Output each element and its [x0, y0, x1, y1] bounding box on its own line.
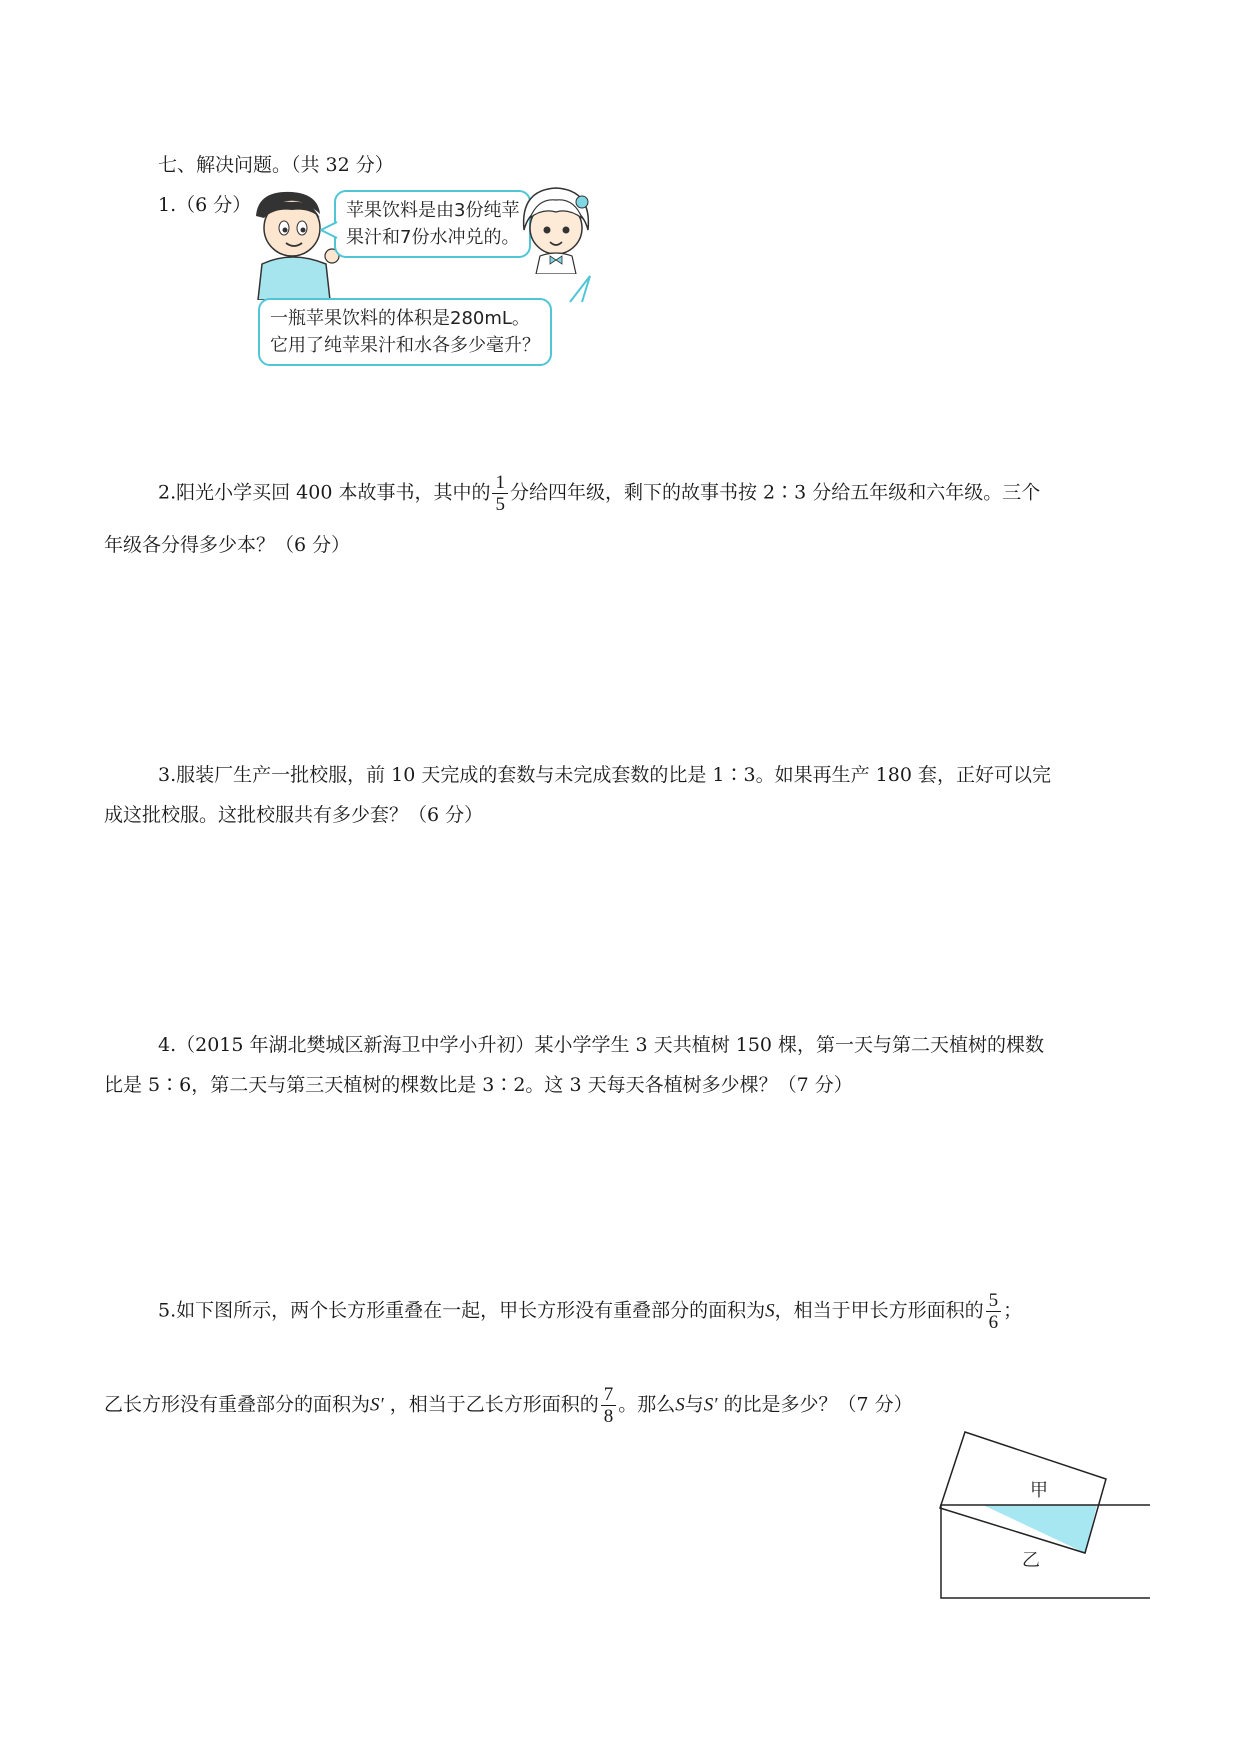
q5-line-2 — [104, 1384, 913, 1427]
q5-variable-s-prime-2: S′ — [703, 1394, 718, 1416]
q5-text-7: 与 — [684, 1393, 704, 1416]
q1-label: 1.（6 分） — [158, 194, 252, 216]
q2-text-2: 分给四年级，剩下的故事书按 2∶3 分给五年级和六年级。三个 — [509, 481, 1041, 504]
q5-variable-s-prime: S′ — [370, 1394, 384, 1416]
q5-fraction-denominator-2: 8 — [603, 1406, 614, 1427]
girl-bubble-line-1: 一瓶苹果饮料的体积是280mL。 — [270, 308, 530, 329]
girl-bubble-line-2: 它用了纯苹果汁和水各多少毫升？ — [270, 335, 540, 356]
label-yi: 乙 — [1022, 1550, 1040, 1571]
q5-text-6: 。那么 — [618, 1393, 676, 1416]
q2-fraction-denominator: 5 — [495, 494, 505, 515]
q2-text-1: 2.阳光小学买回 400 本故事书，其中的 — [158, 481, 491, 504]
q5-fraction-numerator-1: 5 — [986, 1290, 1002, 1312]
overlap-rectangles-figure — [930, 1430, 1150, 1600]
q5-text-3: ； — [1003, 1299, 1023, 1322]
girl-illustration — [516, 184, 596, 274]
q3-line-1: 3.服装厂生产一批校服，前 10 天完成的套数与未完成套数的比是 1∶3。如果再生产 180 套，正好可以完 — [158, 764, 1051, 786]
q2-line-1 — [158, 472, 1040, 515]
q2-line-2: 年级各分得多少本？（6 分） — [104, 534, 351, 556]
q5-fraction-numerator-2: 7 — [601, 1384, 617, 1406]
boy-bubble-line-2: 果汁和7份水冲兑的。 — [346, 227, 520, 248]
overlap-region — [983, 1505, 1097, 1553]
boy-bubble-tail — [320, 220, 338, 240]
q5-variable-s: S — [765, 1300, 775, 1322]
q5-text-8: 的比是多少？（7 分） — [723, 1393, 913, 1416]
q5-fraction-denominator-1: 6 — [988, 1312, 999, 1333]
boy-bubble-line-1: 苹果饮料是由3份纯苹 — [346, 200, 520, 221]
q5-variable-s-2: S — [675, 1394, 685, 1416]
boy-speech-bubble — [334, 190, 531, 258]
q4-line-2: 比是 5∶6，第二天与第三天植树的棵数比是 3∶2。这 3 天每天各植树多少棵？（7 分） — [104, 1074, 853, 1096]
label-jia: 甲 — [1030, 1480, 1048, 1501]
q5-text-5: ，相当于乙长方形面积的 — [389, 1393, 599, 1416]
q5-text-4: 乙长方形没有重叠部分的面积为 — [104, 1393, 371, 1416]
q5-line-1 — [158, 1290, 1022, 1333]
q5-fraction-5-6 — [986, 1290, 1002, 1333]
girl-bubble-tail — [568, 274, 594, 304]
girl-speech-bubble — [258, 298, 552, 366]
q5-text-2: ，相当于甲长方形面积的 — [774, 1299, 984, 1322]
section-title: 七、解决问题。（共 32 分） — [158, 154, 394, 176]
boy-illustration — [244, 188, 346, 300]
q5-fraction-7-8 — [601, 1384, 617, 1427]
q2-fraction-numerator: 1 — [492, 472, 508, 494]
q3-line-2: 成这批校服。这批校服共有多少套？（6 分） — [104, 804, 484, 826]
q5-text-1: 5.如下图所示，两个长方形重叠在一起，甲长方形没有重叠部分的面积为 — [158, 1299, 766, 1322]
q4-line-1: 4.（2015 年湖北樊城区新海卫中学小升初）某小学学生 3 天共植树 150 棵，第一天与第二天植树的棵数 — [158, 1034, 1045, 1056]
q2-fraction — [492, 472, 508, 515]
